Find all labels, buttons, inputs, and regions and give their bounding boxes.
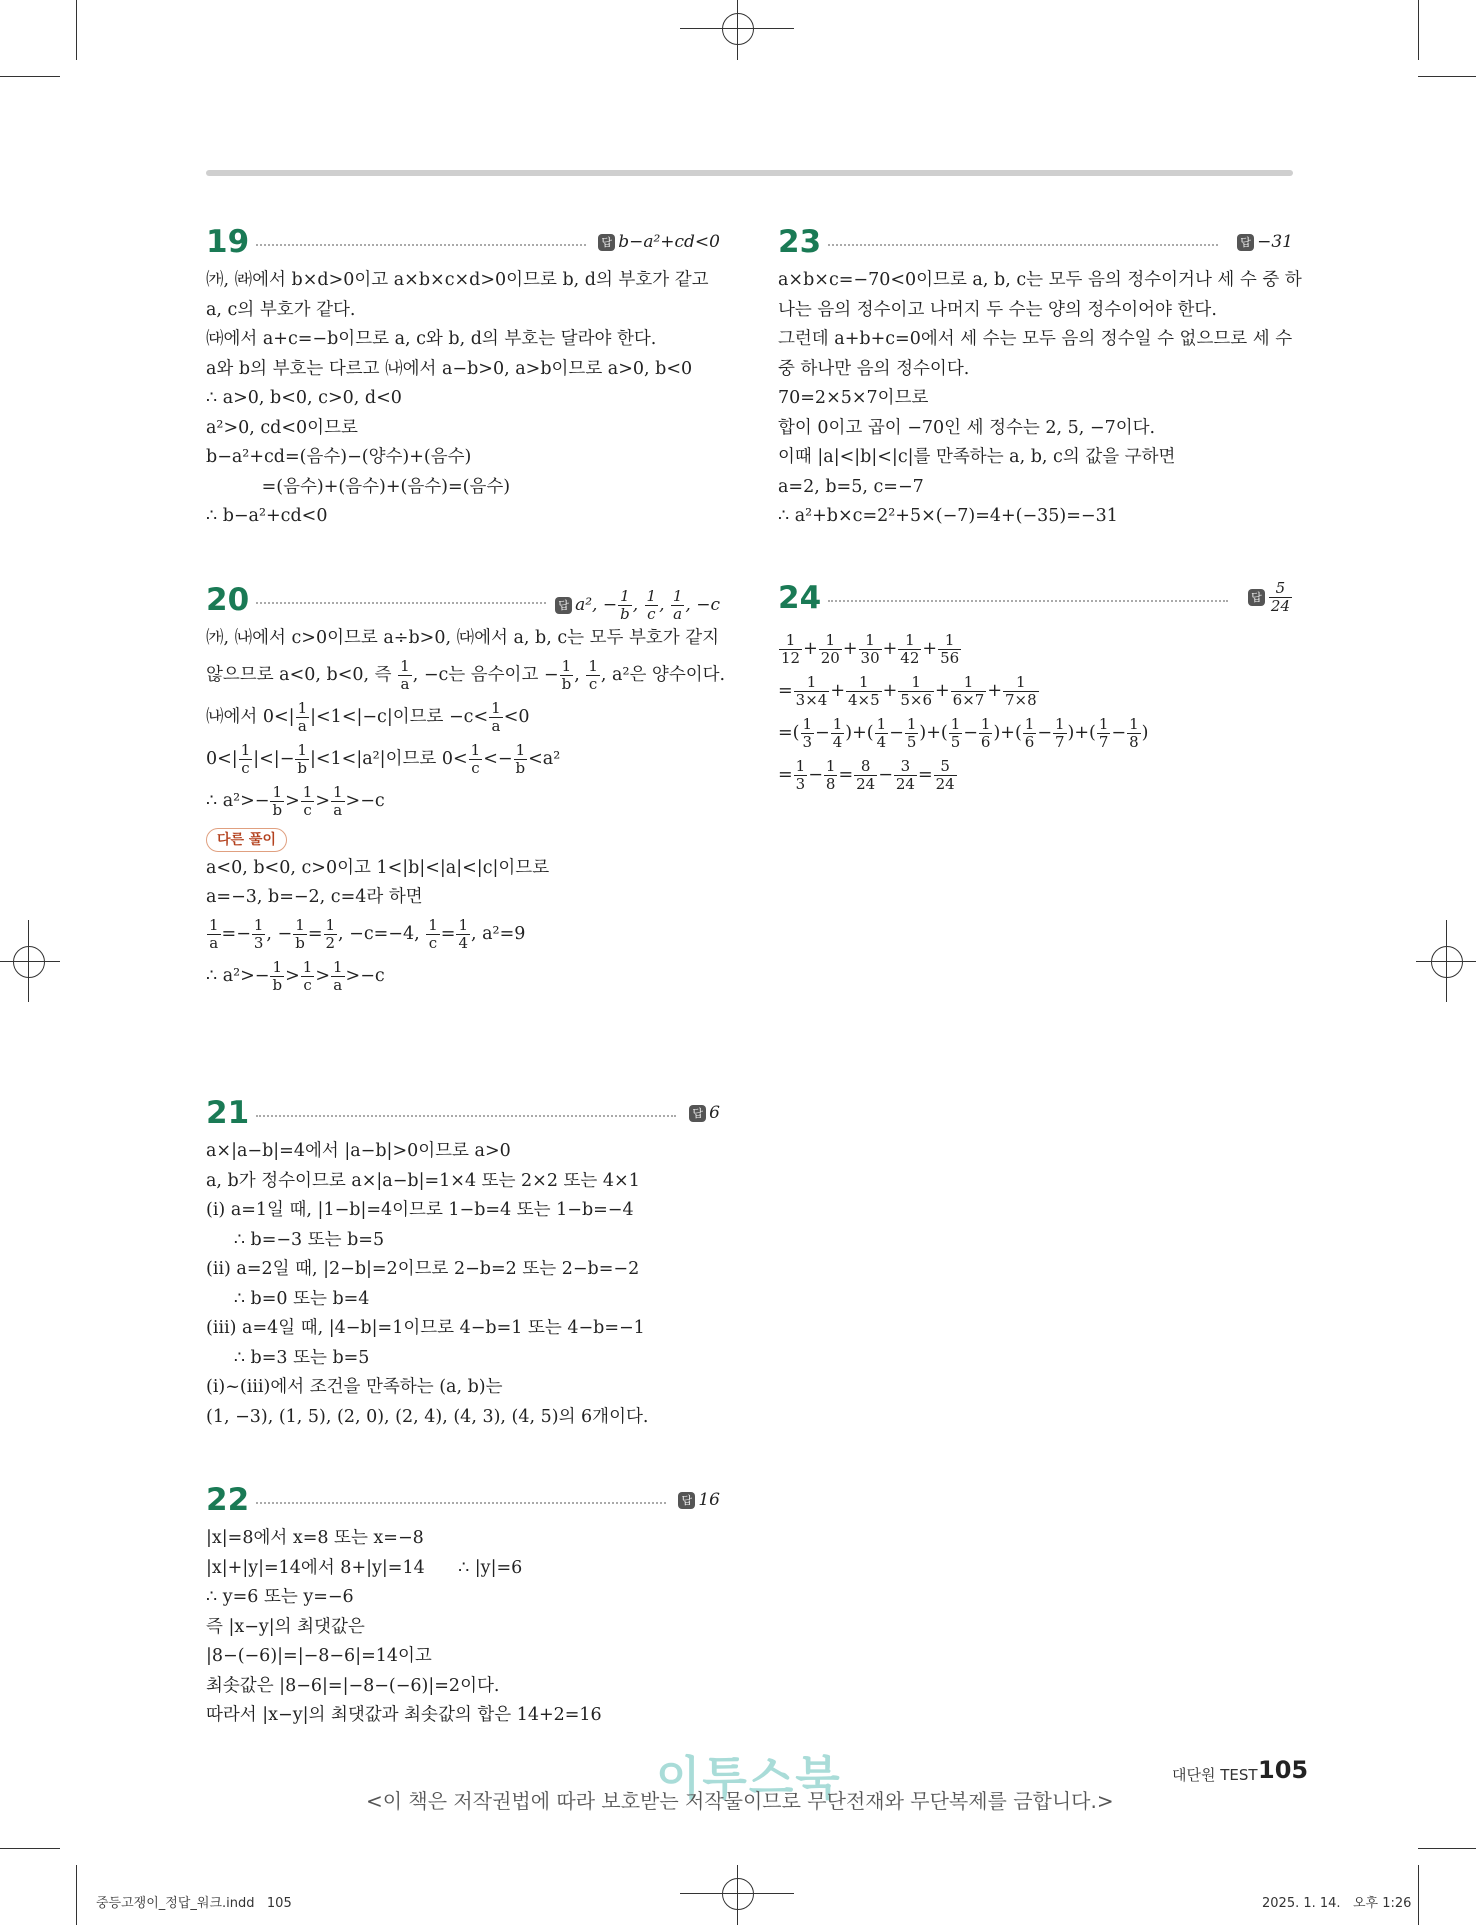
leader-dots xyxy=(256,1115,676,1117)
solution-line: a<0, b<0, c>0이고 1<|b|<|a|<|c|이므로 xyxy=(206,857,550,878)
problem-header xyxy=(206,1093,720,1137)
problem-number: 19 xyxy=(206,224,250,260)
fraction: $\frac{1}{b}$ xyxy=(561,656,572,693)
crop-mark xyxy=(0,961,60,962)
answer-text: 6 xyxy=(709,1103,720,1123)
fraction: $\frac{5}{24}$ xyxy=(935,757,955,793)
section-label: 대단원 TEST xyxy=(1172,1766,1258,1784)
crop-mark xyxy=(0,1848,60,1849)
solution-line: (ⅰ) a=1일 때, |1−b|=4이므로 1−b=4 또는 1−b=−4 xyxy=(206,1200,634,1220)
solution-line: ∴ a²+b×c=2²+5×(−7)=4+(−35)=−31 xyxy=(778,506,1118,526)
fraction: $\frac{1}{b}$ xyxy=(272,782,283,819)
leader-dots xyxy=(256,602,546,604)
fraction: $\frac{1}{7}$ xyxy=(1055,715,1065,751)
crop-mark xyxy=(1418,1848,1476,1849)
publisher-logo: 이투스북 xyxy=(656,1751,842,1805)
problem-header xyxy=(778,578,1293,622)
solution-line: |8−(−6)|=|−8−6|=14이고 xyxy=(206,1646,432,1666)
fraction: $\frac{1}{4}$ xyxy=(876,715,887,751)
answer-badge-icon: 답 xyxy=(598,234,615,251)
solution-line: 최솟값은 |8−6|=|−8−(−6)|=2이다. xyxy=(206,1675,500,1696)
fraction: $\frac{1}{b}$ xyxy=(272,957,283,994)
leader-dots xyxy=(256,1502,666,1504)
solution-line: |x|=8에서 x=8 또는 x=−8 xyxy=(206,1528,424,1548)
fraction: $\frac{1}{5\times 6}$ xyxy=(900,673,932,709)
crop-mark xyxy=(1418,1865,1419,1925)
solution-line: a×|a−b|=4에서 |a−b|>0이므로 a>0 xyxy=(206,1141,511,1161)
solution-line: a, b가 정수이므로 a×|a−b|=1×4 또는 2×2 또는 4×1 xyxy=(206,1170,640,1191)
registration-mark-icon xyxy=(1431,946,1463,978)
solution-line: 70=2×5×7이므로 xyxy=(778,388,929,408)
solution-line: ∴ a²>− $\frac{1}{b}$ > $\frac{1}{c}$ > $\frac{1}{a}$ >−c xyxy=(206,782,385,819)
fraction: $\frac{1}{3}$ xyxy=(795,757,806,793)
crop-mark xyxy=(76,1865,77,1925)
solution-line: ㈐에서 a+c=−b이므로 a, c와 b, d의 부호는 달라야 한다. xyxy=(206,329,657,349)
answer-badge-icon: 답 xyxy=(555,597,572,614)
crop-mark xyxy=(737,0,738,60)
solution-line: 0<| $\frac{1}{c}$ |<|− $\frac{1}{b}$ |<1<|a²|이므로 0< $\frac{1}{c}$ <− $\frac{1}{b}$ <a² xyxy=(206,740,561,777)
fraction: $\frac{1}{30}$ xyxy=(860,631,880,667)
fraction: $\frac{1}{b}$ xyxy=(295,915,305,952)
answer xyxy=(689,1101,720,1125)
problem-number: 22 xyxy=(206,1482,250,1518)
fraction: $\frac{1}{20}$ xyxy=(820,631,840,667)
crop-mark xyxy=(76,0,77,60)
solution-line: = $\frac{1}{3}$ − $\frac{1}{8}$ = $\frac{8}{24}$ − $\frac{3}{24}$ = $\frac{5}{24}$ xyxy=(778,757,955,793)
registration-mark-icon xyxy=(722,13,754,45)
answer xyxy=(678,1488,720,1512)
leader-dots xyxy=(828,600,1228,602)
answer xyxy=(1237,230,1293,254)
fraction: $\frac{1}{a}$ xyxy=(672,587,683,623)
problem-22 xyxy=(206,1480,720,1731)
solution-line: $\frac{1}{a}$ =− $\frac{1}{3}$ , − $\frac{1}{b}$ = $\frac{1}{2}$ , −c=−4, $\frac{1}{c}$ = $\frac{1}{4}$ , a²=9 xyxy=(209,915,526,952)
fraction: $\frac{1}{3\times 4}$ xyxy=(795,673,828,709)
registration-mark-icon xyxy=(722,1878,754,1910)
crop-mark xyxy=(737,1865,738,1925)
solution-line: ∴ y=6 또는 y=−6 xyxy=(206,1587,354,1607)
crop-mark xyxy=(0,76,60,77)
solution-line: ∴ b=0 또는 b=4 xyxy=(206,1288,370,1309)
solution-line: (ⅱ) a=2일 때, |2−b|=2이므로 2−b=2 또는 2−b=−2 xyxy=(206,1259,640,1279)
solution-line: (ⅲ) a=4일 때, |4−b|=1이므로 4−b=1 또는 4−b=−1 xyxy=(206,1318,645,1338)
solution-line: ∴ b=−3 또는 b=5 xyxy=(206,1229,385,1250)
fraction: $\frac{1}{3}$ xyxy=(802,715,813,751)
solution-line: a, c의 부호가 같다. xyxy=(206,299,356,320)
answer-badge-icon: 답 xyxy=(1248,589,1265,606)
solution-line: ㈏에서 0<| $\frac{1}{a}$ |<1<|−c|이므로 −c< $\frac{1}{a}$ <0 xyxy=(206,698,530,735)
fraction: $\frac{1}{a}$ xyxy=(297,698,308,735)
solution-line: b−a²+cd=(음수)−(양수)+(음수) xyxy=(206,447,472,467)
page-number: 105 xyxy=(1258,1756,1309,1784)
solution-line: 중 하나만 음의 정수이다. xyxy=(778,358,970,379)
problem-20 xyxy=(206,580,726,997)
solution-line: 합이 0이고 곱이 −70인 세 정수는 2, 5, −7이다. xyxy=(778,417,1156,438)
problem-header xyxy=(778,222,1293,266)
registration-mark-icon xyxy=(13,946,45,978)
crop-mark xyxy=(1418,0,1419,60)
fraction: $\frac{1}{6}$ xyxy=(1024,715,1035,751)
solution-line: a와 b의 부호는 다르고 ㈏에서 a−b>0, a>b이므로 a>0, b<0 xyxy=(206,358,693,379)
solution-line: 그런데 a+b+c=0에서 세 수는 모두 음의 정수일 수 없으므로 세 수 xyxy=(778,329,1293,349)
fraction: $\frac{1}{c}$ xyxy=(240,740,251,777)
fraction: $\frac{1}{c}$ xyxy=(646,587,657,623)
fraction: $\frac{1}{a}$ xyxy=(491,698,501,735)
header-rule xyxy=(206,170,1293,176)
fraction: $\frac{1}{8}$ xyxy=(825,757,836,793)
fraction: $\frac{8}{24}$ xyxy=(856,757,876,793)
solution-line: ∴ b−a²+cd<0 xyxy=(206,506,328,526)
fraction: $\frac{1}{c}$ xyxy=(302,782,313,819)
problem-header xyxy=(206,580,720,624)
fraction: $\frac{5}{24}$ xyxy=(1270,579,1290,615)
fraction: $\frac{1}{5}$ xyxy=(950,715,961,751)
fraction: $\frac{1}{c}$ xyxy=(588,656,598,693)
problem-21 xyxy=(206,1093,720,1432)
crop-mark xyxy=(1418,76,1476,77)
solution-line: |x|+|y|=14에서 8+|y|=14 ∴ |y|=6 xyxy=(206,1557,523,1578)
file-slug: 중등고쟁이_정답_워크.indd 105 xyxy=(96,1896,292,1911)
solution-line: = $\frac{1}{3\times 4}$ + $\frac{1}{4\times 5}$ + $\frac{1}{5\times 6}$ + $\frac{1}{6\times 7}$ + $\frac{1}{7\times 8}$ xyxy=(778,673,1037,709)
solution-line: a²>0, cd<0이므로 xyxy=(206,417,358,438)
answer-badge-icon: 답 xyxy=(689,1105,706,1122)
print-timestamp: 2025. 1. 14. 오후 1:26 xyxy=(1262,1896,1412,1911)
crop-mark xyxy=(1446,920,1447,1002)
fraction: $\frac{1}{4}$ xyxy=(458,915,468,952)
fraction: $\frac{1}{b}$ xyxy=(297,740,307,777)
problem-number: 23 xyxy=(778,224,822,260)
answer-text: 16 xyxy=(698,1490,720,1510)
fraction: $\frac{1}{a}$ xyxy=(332,957,343,994)
solution-line: 따라서 |x−y|의 최댓값과 최솟값의 합은 14+2=16 xyxy=(206,1705,602,1725)
solution-line: ∴ a>0, b<0, c>0, d<0 xyxy=(206,388,402,408)
solution-line: (1, −3), (1, 5), (2, 0), (2, 4), (4, 3), (4, 5)의 6개이다. xyxy=(206,1406,649,1427)
solution-line: 나는 음의 정수이고 나머지 두 수는 양의 정수이어야 한다. xyxy=(778,299,1217,320)
fraction: $\frac{3}{24}$ xyxy=(895,757,915,793)
fraction: $\frac{1}{2}$ xyxy=(325,915,336,952)
fraction: $\frac{1}{6}$ xyxy=(980,715,991,751)
problem-23 xyxy=(778,222,1302,532)
problem-number: 21 xyxy=(206,1095,250,1131)
copyright-notice: <이 책은 저작권법에 따라 보호받는 저작물이므로 무단전재와 무단복제를 금합니다.> xyxy=(366,1789,1114,1813)
fraction: $\frac{1}{12}$ xyxy=(781,631,801,667)
problem-header xyxy=(206,222,720,266)
problem-19 xyxy=(206,222,720,532)
answer xyxy=(1248,580,1293,615)
fraction: $\frac{1}{a}$ xyxy=(400,656,410,693)
answer: 답 a², − $\frac{1}{b}$ , $\frac{1}{c}$ , $\frac{1}{a}$ , −c xyxy=(555,588,720,623)
solution-line: ㈎, ㈑에서 b×d>0이고 a×b×c×d>0이므로 b, d의 부호가 같고 xyxy=(206,270,709,290)
fraction: $\frac{1}{a}$ xyxy=(209,915,219,952)
fraction: $\frac{1}{42}$ xyxy=(900,631,920,667)
leader-dots xyxy=(256,244,586,246)
fraction: $\frac{1}{56}$ xyxy=(940,631,960,667)
fraction: $\frac{1}{a}$ xyxy=(332,782,343,819)
solution-line: (ⅰ)~(ⅲ)에서 조건을 만족하는 (a, b)는 xyxy=(206,1377,503,1397)
solution-line: =( $\frac{1}{3}$ − $\frac{1}{4}$ )+( $\frac{1}{4}$ − $\frac{1}{5}$ )+( $\frac{1}{5}$ − $\frac{1}{6}$ )+( $\frac{1}{6}$ − $\frac{1}{7}$ )+( $\frac{1}{7}$ − $\frac{1}{8}$ ) xyxy=(778,715,1149,751)
crop-mark xyxy=(28,920,29,1002)
answer-text: , −c xyxy=(685,595,720,615)
fraction: $\frac{1}{7}$ xyxy=(1098,715,1109,751)
fraction: $\frac{1}{b}$ xyxy=(515,740,526,777)
solution-line: a=2, b=5, c=−7 xyxy=(778,476,924,497)
fraction: $\frac{1}{6\times 7}$ xyxy=(952,673,985,709)
problem-24 xyxy=(778,578,1293,796)
problem-header xyxy=(206,1480,720,1524)
solution-line: 이때 |a|<|b|<|c|를 만족하는 a, b, c의 값을 구하면 xyxy=(778,447,1176,467)
leader-dots xyxy=(828,244,1218,246)
fraction: $\frac{1}{8}$ xyxy=(1129,715,1139,751)
fraction: $\frac{1}{4\times 5}$ xyxy=(848,673,880,709)
solution-line: $\frac{1}{12}$ + $\frac{1}{20}$ + $\frac{1}{30}$ + $\frac{1}{42}$ + $\frac{1}{56}$ xyxy=(781,631,960,667)
answer-badge-icon: 답 xyxy=(678,1492,695,1509)
solution-line: =(음수)+(음수)+(음수)=(음수) xyxy=(206,476,511,497)
solution-line: 않으므로 a<0, b<0, 즉 $\frac{1}{a}$ , −c는 음수이고 − $\frac{1}{b}$ , $\frac{1}{c}$ , a²은 양수이다. xyxy=(206,656,726,693)
answer-text: a², − xyxy=(575,595,618,615)
answer-badge-icon: 답 xyxy=(1237,234,1254,251)
fraction: $\frac{1}{c}$ xyxy=(428,915,438,952)
fraction: $\frac{1}{7\times 8}$ xyxy=(1004,673,1037,709)
solution-line: ㈎, ㈏에서 c>0이므로 a÷b>0, ㈐에서 a, b, c는 모두 부호가 같지 xyxy=(206,628,720,648)
fraction: $\frac{1}{b}$ xyxy=(620,587,630,623)
solution-line: a×b×c=−70<0이므로 a, b, c는 모두 음의 정수이거나 세 수 중 하 xyxy=(778,270,1302,290)
alternative-solution-tag: 다른 풀이 xyxy=(206,828,287,852)
answer-text: −31 xyxy=(1257,232,1293,252)
solution-line: ∴ a²>− $\frac{1}{b}$ > $\frac{1}{c}$ > $\frac{1}{a}$ >−c xyxy=(206,957,385,994)
solution-line: ∴ b=3 또는 b=5 xyxy=(206,1347,370,1368)
answer xyxy=(598,230,720,254)
fraction: $\frac{1}{5}$ xyxy=(906,715,917,751)
answer-text: b−a²+cd<0 xyxy=(618,232,720,252)
solution-line: 즉 |x−y|의 최댓값은 xyxy=(206,1616,365,1637)
problem-number: 20 xyxy=(206,582,250,618)
fraction: $\frac{1}{c}$ xyxy=(302,957,313,994)
problem-number: 24 xyxy=(778,580,822,616)
fraction: $\frac{1}{3}$ xyxy=(253,915,264,952)
fraction: $\frac{1}{c}$ xyxy=(470,740,481,777)
solution-line: a=−3, b=−2, c=4라 하면 xyxy=(206,887,423,907)
fraction: $\frac{1}{4}$ xyxy=(832,715,843,751)
